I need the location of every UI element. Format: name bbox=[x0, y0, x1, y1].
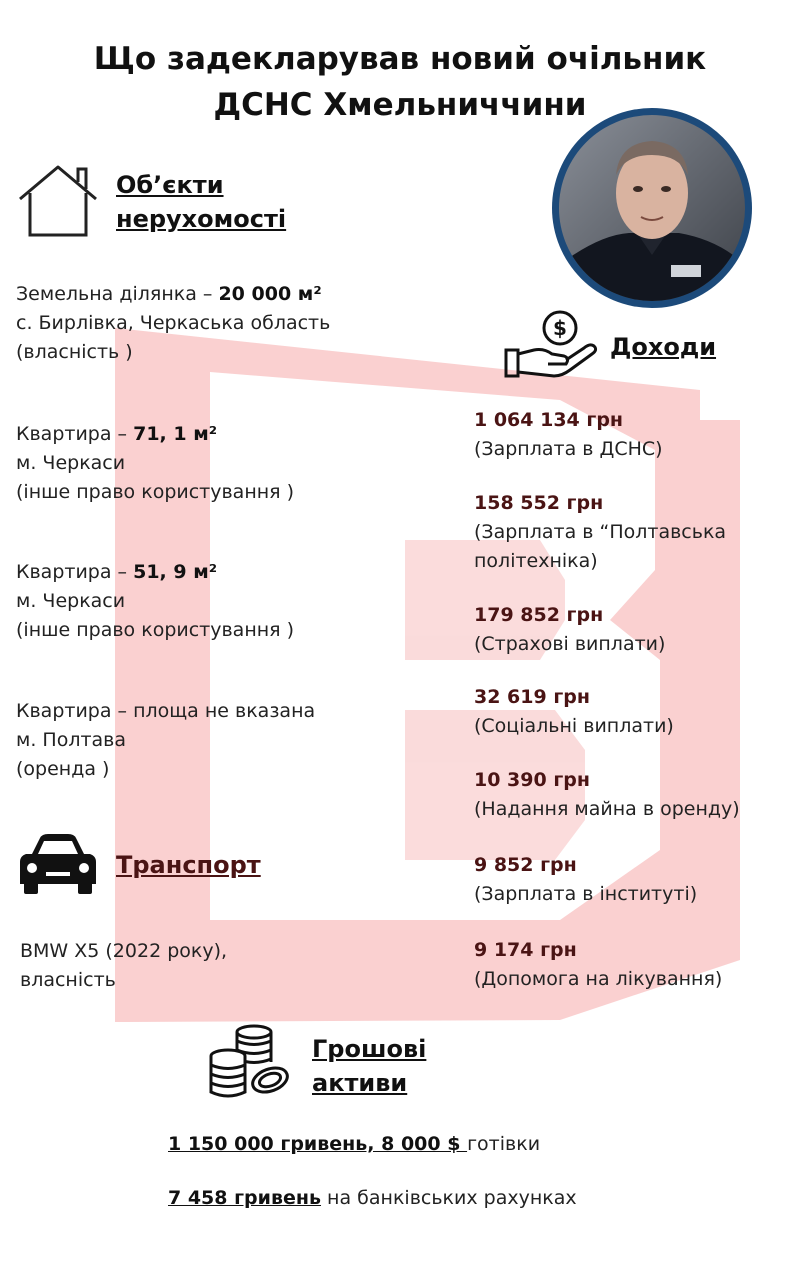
item-right: (власність ) bbox=[16, 341, 133, 363]
bank-amount: 7 458 гривень bbox=[168, 1187, 322, 1209]
cash-assets bbox=[168, 1130, 540, 1158]
item-area: 71, 1 м² bbox=[133, 423, 218, 445]
item-location: с. Бирлівка, Черкаська область bbox=[16, 312, 331, 334]
item-location: м. Полтава bbox=[16, 729, 127, 751]
cash-label: готівки bbox=[467, 1133, 541, 1155]
transport-car: BMW X5 (2022 року), bbox=[20, 940, 228, 962]
real-estate-item-4 bbox=[16, 697, 315, 784]
income-source: (Надання майна в оренду) bbox=[474, 798, 740, 820]
item-right: (інше право користування ) bbox=[16, 481, 295, 503]
assets-heading bbox=[312, 1032, 426, 1100]
income-source: (Зарплата в “Полтавська bbox=[474, 521, 727, 543]
income-item-6 bbox=[474, 851, 697, 909]
car-icon bbox=[18, 832, 98, 896]
hand-money-icon bbox=[504, 310, 604, 380]
income-item-5 bbox=[474, 766, 740, 824]
avatar bbox=[552, 108, 752, 308]
real-estate-heading-line-2: нерухомості bbox=[116, 205, 287, 233]
income-amount: 179 852 грн bbox=[474, 604, 604, 626]
income-amount: 1 064 134 грн bbox=[474, 409, 624, 431]
real-estate-heading bbox=[116, 168, 286, 236]
item-prefix: Квартира – bbox=[16, 423, 134, 445]
item-prefix: Квартира – площа не вказана bbox=[16, 700, 316, 722]
bank-label: на банківських рахунках bbox=[321, 1187, 577, 1209]
real-estate-item-2 bbox=[16, 420, 294, 507]
income-item-7 bbox=[474, 936, 722, 994]
assets-heading-line-2: активи bbox=[312, 1069, 408, 1097]
item-location: м. Черкаси bbox=[16, 590, 126, 612]
person-photo bbox=[559, 115, 745, 301]
item-prefix: Квартира – bbox=[16, 561, 134, 583]
item-location: м. Черкаси bbox=[16, 452, 126, 474]
income-source: (Допомога на лікування) bbox=[474, 968, 723, 990]
item-area: 20 000 м² bbox=[218, 283, 322, 305]
bank-assets bbox=[168, 1184, 577, 1212]
income-heading: Доходи bbox=[610, 333, 717, 361]
income-item-4 bbox=[474, 683, 674, 741]
title-line-1: Що задекларував новий очільник bbox=[93, 41, 707, 77]
income-item-1 bbox=[474, 406, 663, 464]
transport-item bbox=[20, 937, 227, 995]
income-amount: 9 852 грн bbox=[474, 854, 577, 876]
title-line-2: ДСНС Хмельниччини bbox=[213, 87, 587, 123]
item-right: (інше право користування ) bbox=[16, 619, 295, 641]
income-amount: 32 619 грн bbox=[474, 686, 590, 708]
income-source-line-2: політехніка) bbox=[474, 550, 598, 572]
income-amount: 158 552 грн bbox=[474, 492, 604, 514]
coins-icon bbox=[206, 1022, 292, 1102]
transport-right: власність bbox=[20, 969, 116, 991]
assets-heading-line-1: Грошові bbox=[312, 1035, 427, 1063]
real-estate-heading-line-1: Об’єкти bbox=[116, 171, 224, 199]
income-source: (Зарплата в інституті) bbox=[474, 883, 698, 905]
item-right: (оренда ) bbox=[16, 758, 110, 780]
real-estate-item-1 bbox=[16, 280, 330, 367]
income-item-2 bbox=[474, 489, 726, 576]
income-amount: 9 174 грн bbox=[474, 939, 577, 961]
income-item-3 bbox=[474, 601, 665, 659]
transport-heading: Транспорт bbox=[116, 851, 261, 879]
cash-amount: 1 150 000 гривень, 8 000 $ bbox=[168, 1133, 468, 1155]
income-source: (Страхові виплати) bbox=[474, 633, 666, 655]
item-area: 51, 9 м² bbox=[133, 561, 218, 583]
item-prefix: Земельна ділянка – bbox=[16, 283, 219, 305]
house-icon bbox=[16, 163, 100, 239]
income-source: (Зарплата в ДСНС) bbox=[474, 438, 663, 460]
income-source: (Соціальні виплати) bbox=[474, 715, 674, 737]
real-estate-item-3 bbox=[16, 558, 294, 645]
svg-text:$: $ bbox=[553, 316, 567, 340]
income-amount: 10 390 грн bbox=[474, 769, 590, 791]
